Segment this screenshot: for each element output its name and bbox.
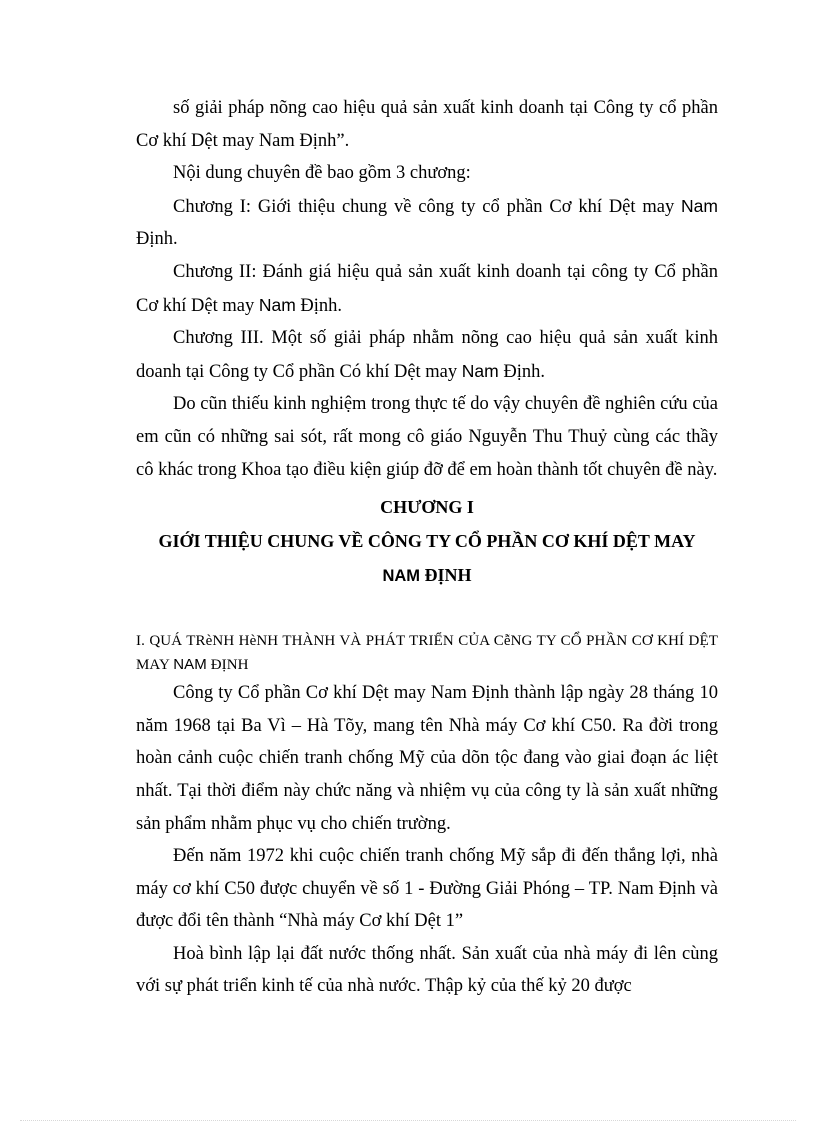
body-paragraph-founding: Công ty Cổ phần Cơ khí Dệt may Nam Định thành lập ngày 28 tháng 10 năm 1968 tại Ba Vì – Hà Tõy, mang tên Nhà máy Cơ khí C50. Ra đời trong hoàn cảnh cuộc chiến tranh chống Mỹ của dõn tộc đang vào giai đoạn ác liệt nhất. Tại thời điểm này chức năng và nhiệm vụ của công ty là sản xuất những sản phẩm nhằm phục vụ cho chiến trường. [136,683,718,834]
chapter-list-item-2-emph: Nam [258,294,296,315]
chapter-list-item-1-tail: Định. [136,229,178,250]
chapter-list-item-3-emph: Nam [461,360,499,381]
chapter-list-item-2-text: Chương II: Đánh giá hiệu quả sản xuất kinh doanh tại công ty Cổ phần Cơ khí Dệt may [136,261,718,316]
chapter-list-item-1 [136,190,718,256]
chapter-title-tail: ĐỊNH [420,565,472,586]
section-heading-tail: ĐỊNH [206,657,249,674]
chapter-label: CHƯƠNG I [380,497,474,518]
chapter-title-emph: NAM [382,567,421,586]
chapter-list-item-2-tail: Định. [295,295,343,316]
chapter-list-item-3 [136,322,718,388]
intro-paragraph-continuation: số giải pháp nõng cao hiệu quả sản xuất kinh doanh tại Công ty cổ phần Cơ khí Dệt may Nam Định”. [136,98,718,151]
section-heading-emph: NAM [173,656,207,674]
chapter-title-line-2 [136,558,718,593]
chapter-title: GIỚI THIỆU CHUNG VỀ CÔNG TY CỔ PHẦN CƠ KHÍ DỆT MAY [158,531,696,552]
chapter-list-item-1-text: Chương I: Giới thiệu chung về công ty cổ phần Cơ khí Dệt may [173,196,682,217]
chapter-list-item-2 [136,256,718,322]
section-heading-text: I. QUÁ TRèNH HèNH THÀNH VÀ PHÁT TRIỂN CỦA CễNG TY CỔ PHẦN CƠ KHÍ DỆT MAY [136,633,718,674]
body-paragraph-reunification: Hoà bình lập lại đất nước thống nhất. Sản xuất của nhà máy đi lên cùng với sự phát triển kinh tế của nhà nước. Thập kỷ của thế kỷ 20 được [136,943,718,997]
intro-paragraph-chapters-lead: Nội dung chuyên đề bao gồm 3 chương: [173,163,471,184]
page-bottom-rule [20,1120,796,1121]
document-page [136,92,718,1003]
section-heading [136,629,718,677]
body-paragraph-relocation: Đến năm 1972 khi cuộc chiến tranh chống Mỹ sắp đi đến thắng lợi, nhà máy cơ khí C50 được chuyển về số 1 - Đường Giải Phóng – TP. Nam Định và được đổi tên thành “Nhà máy Cơ khí Dệt 1” [136,846,718,932]
chapter-list-item-1-emph: Nam [681,195,718,216]
intro-paragraph-acknowledgement: Do cũn thiếu kinh nghiệm trong thực tế do vậy chuyên đề nghiên cứu của em cũn có những sai sót, rất mong cô giáo Nguyễn Thu Thuỷ cùng các thầy cô khác trong Khoa tạo điều kiện giúp đỡ để em hoàn thành tốt chuyên đề này. [136,394,718,480]
chapter-list-item-3-tail: Định. [498,361,545,382]
chapter-list-item-3-text: Chương III. Một số giải pháp nhằm nõng cao hiệu quả sản xuất kinh doanh tại Công ty Cổ phần Có khí Dệt may [136,328,718,382]
